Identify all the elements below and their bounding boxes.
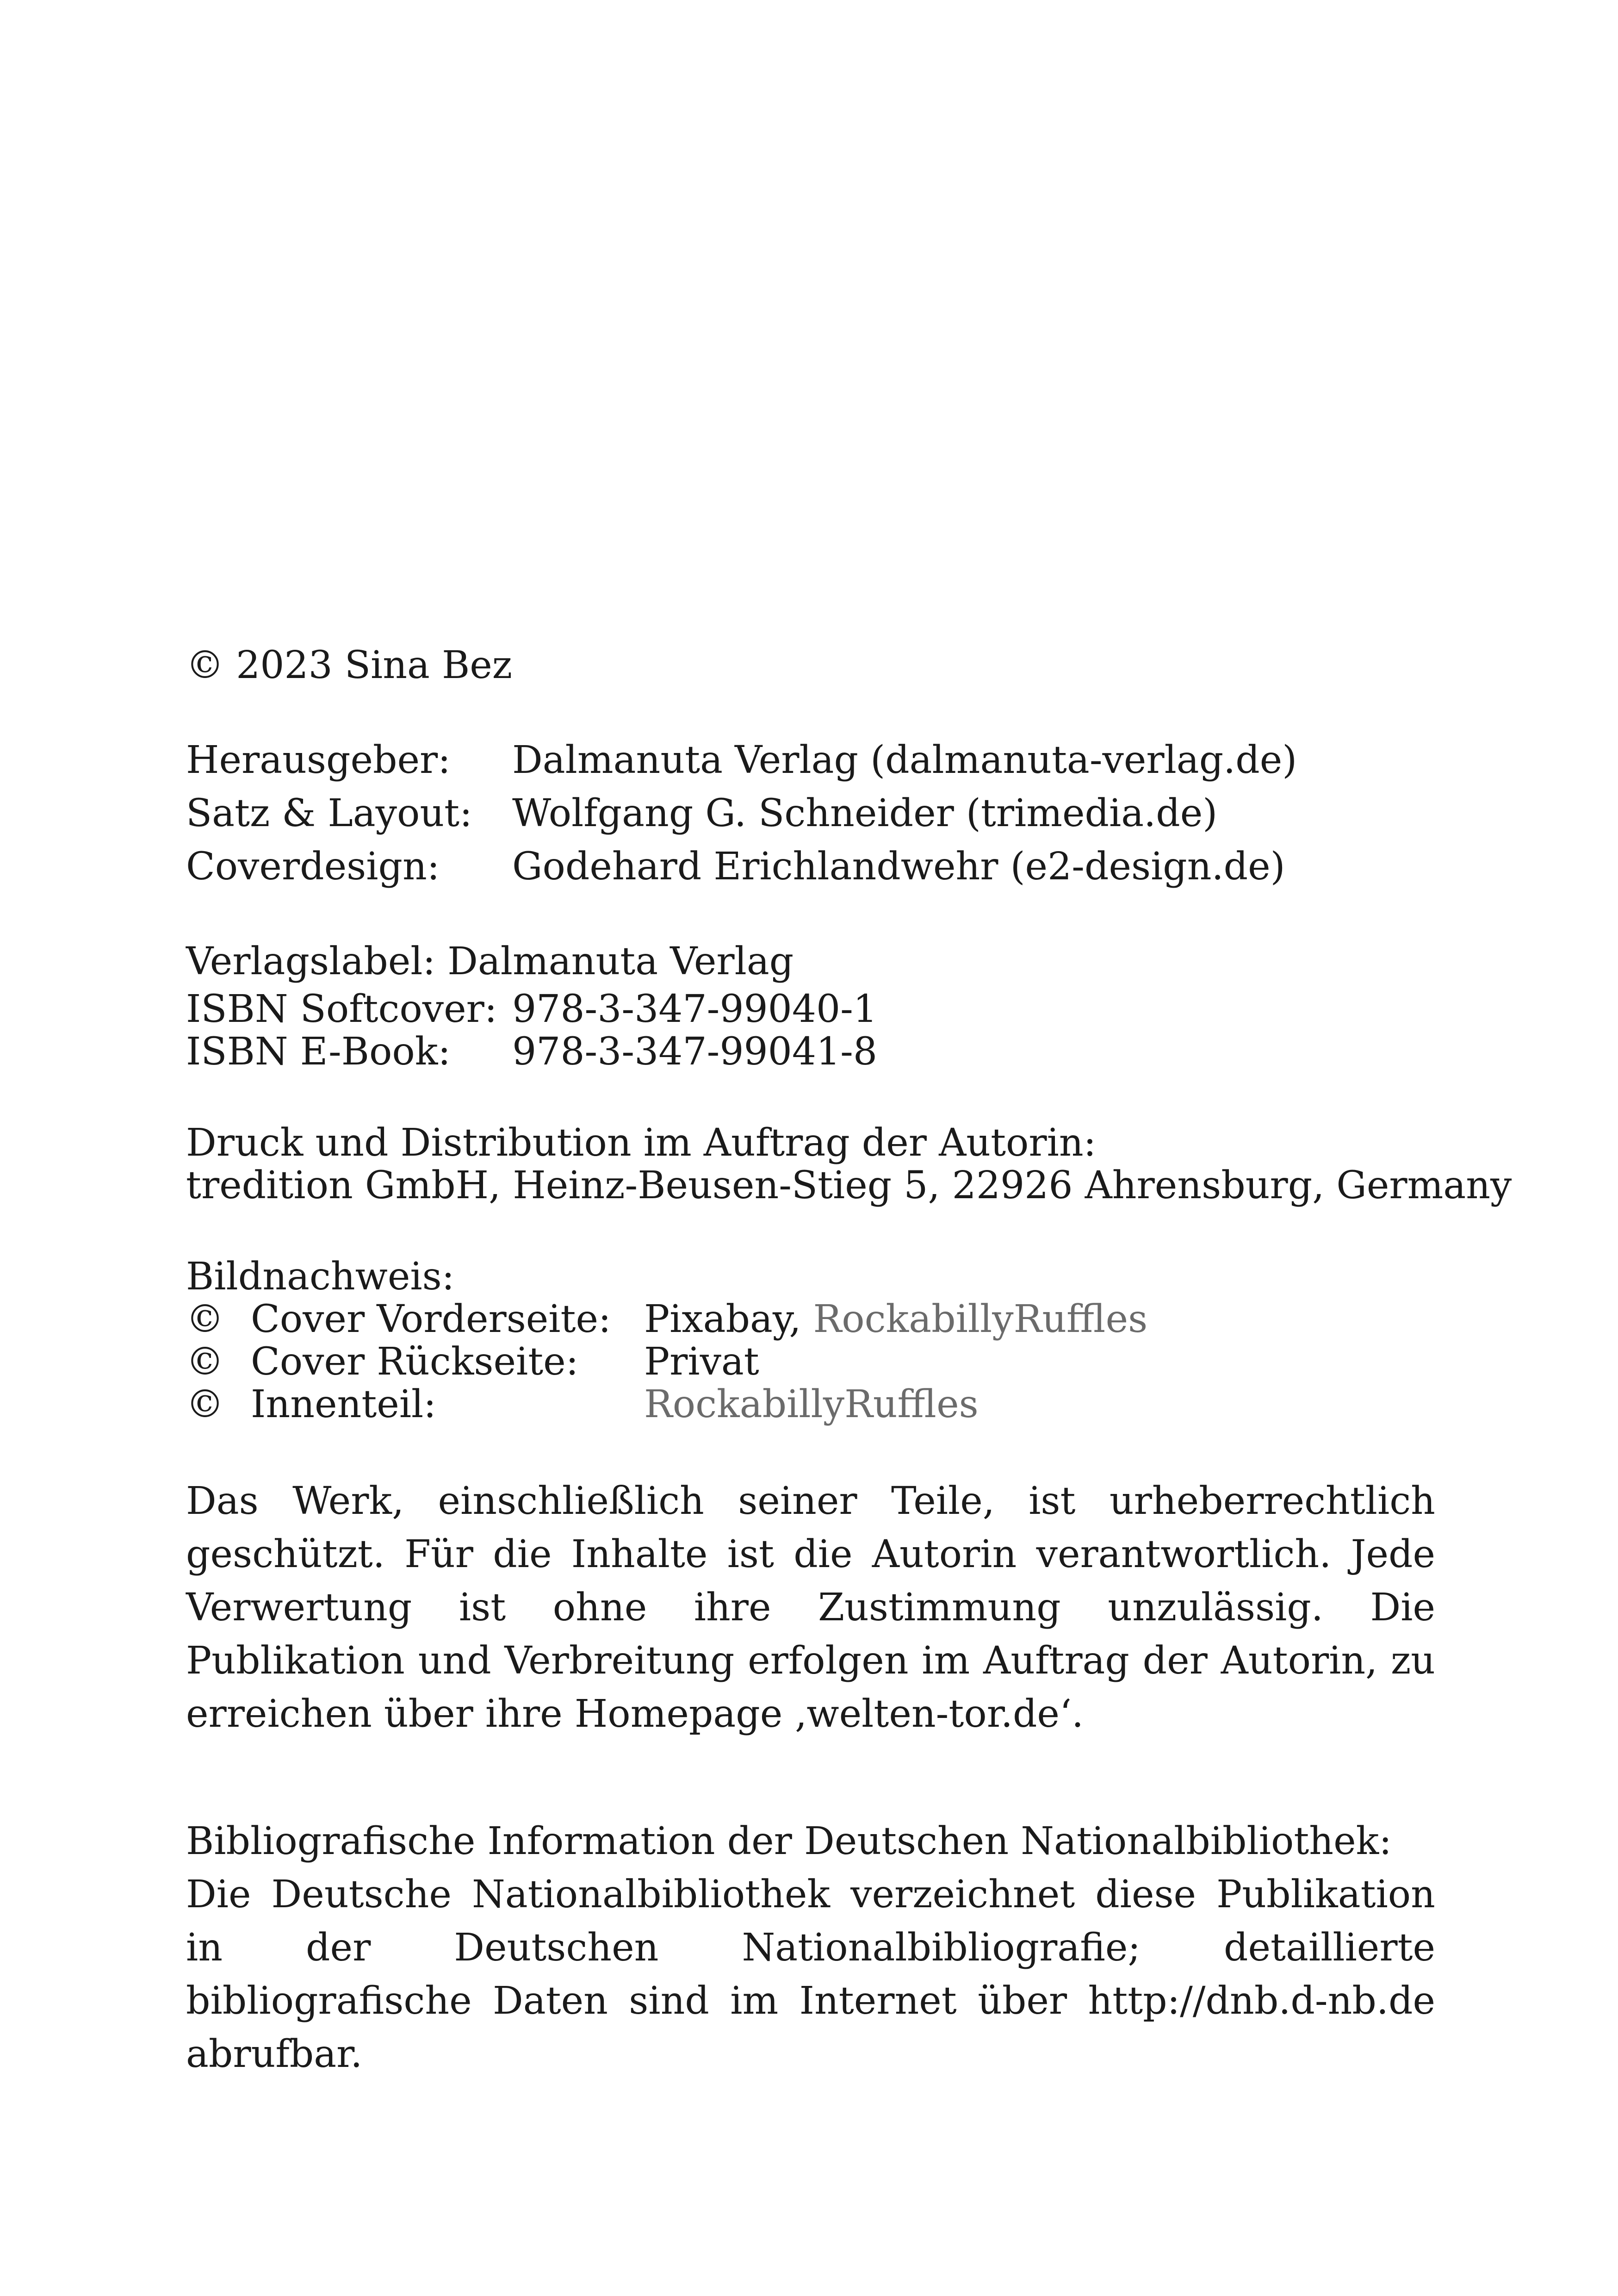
copyright-symbol: ©: [186, 1340, 224, 1384]
credit-row-layout: [186, 787, 1435, 840]
credit-value: Godehard Erichlandwehr (e2-design.de): [512, 845, 1285, 889]
print-distribution: [186, 1121, 1512, 1207]
credit-row-coverdesign: [186, 840, 1435, 893]
copyright-line: © 2023 Sina Bez: [186, 643, 512, 687]
spacer: [186, 1426, 1435, 1475]
isbn-row-ebook: [186, 1031, 1435, 1073]
credit-value: Dalmanuta Verlag (dalmanuta-verlag.de): [512, 738, 1297, 782]
image-credit-source: Pixabay,: [644, 1297, 813, 1341]
spacer: [186, 1207, 1435, 1256]
spacer: [186, 1073, 1435, 1122]
dnb-heading: Bibliografische Information der Deutschen Nationalbibliothek:: [186, 1819, 1392, 1863]
spacer: [186, 893, 1435, 935]
production-credits: [186, 734, 1435, 893]
image-credit-label: Cover Rückseite:: [251, 1340, 579, 1384]
isbn-label: ISBN Softcover:: [186, 987, 497, 1031]
credit-label: Herausgeber:: [186, 738, 451, 782]
copyright-symbol: ©: [186, 1297, 224, 1341]
credit-row-publisher: [186, 734, 1435, 787]
image-credit-label: Innenteil:: [251, 1382, 436, 1426]
image-credit-artist: RockabillyRuffles: [813, 1297, 1148, 1341]
image-credit-row-back: [186, 1341, 1435, 1383]
image-credit-value: [644, 1298, 1147, 1341]
image-credits: [186, 1256, 1435, 1426]
isbn-label: ISBN E-Book:: [186, 1030, 451, 1074]
isbn-block: [186, 988, 1435, 1073]
isbn-value: 978-3-347-99040-1: [512, 987, 878, 1031]
rights-paragraph: Das Werk, einschließlich seiner Teile, ist urheberrechtlich geschützt. Für die Inhalte ist die Autorin verantwortlich. Jede Verwertung ist ohne ihre Zustimmung unzulässig. Die Publikation und Verbreitung erfolgen im Auftrag der Autorin, zu erreichen über ihre Homepage ‚welten-tor.de‘.: [186, 1479, 1435, 1736]
image-credit-label: Cover Vorderseite:: [251, 1297, 611, 1341]
image-credit-artist: RockabillyRuffles: [644, 1382, 979, 1426]
dnb-text: Die Deutsche Nationalbibliothek verzeichnet diese Publikation in der Deutschen Nationalbibliografie; detaillierte bibliografische Daten sind im Internet über http://dnb.d-nb.de abrufbar.: [186, 1873, 1435, 2076]
image-credit-source: Privat: [644, 1340, 759, 1384]
publisher-label-line: Verlagslabel: Dalmanuta Verlag: [186, 940, 794, 983]
credit-label: Coverdesign:: [186, 845, 440, 889]
copyright-symbol: ©: [186, 1382, 224, 1426]
print-line-1: Druck und Distribution im Auftrag der Autorin:: [186, 1121, 1097, 1165]
print-line-2: tredition GmbH, Heinz-Beusen-Stieg 5, 22926 Ahrensburg, Germany: [186, 1164, 1512, 1207]
imprint-page: [186, 639, 1512, 2081]
credit-label: Satz & Layout:: [186, 791, 472, 835]
spacer: [186, 692, 1435, 734]
image-credit-row-front: [186, 1298, 1435, 1341]
image-credit-value: [644, 1383, 979, 1426]
image-credits-heading: Bildnachweis:: [186, 1255, 455, 1299]
spacer: [186, 1741, 1435, 1815]
image-credit-value: [644, 1341, 759, 1383]
image-credit-row-interior: [186, 1383, 1435, 1426]
dnb-notice: [186, 1815, 1435, 2081]
isbn-value: 978-3-347-99041-8: [512, 1030, 878, 1074]
credit-value: Wolfgang G. Schneider (trimedia.de): [512, 791, 1218, 835]
isbn-row-softcover: [186, 988, 1435, 1031]
